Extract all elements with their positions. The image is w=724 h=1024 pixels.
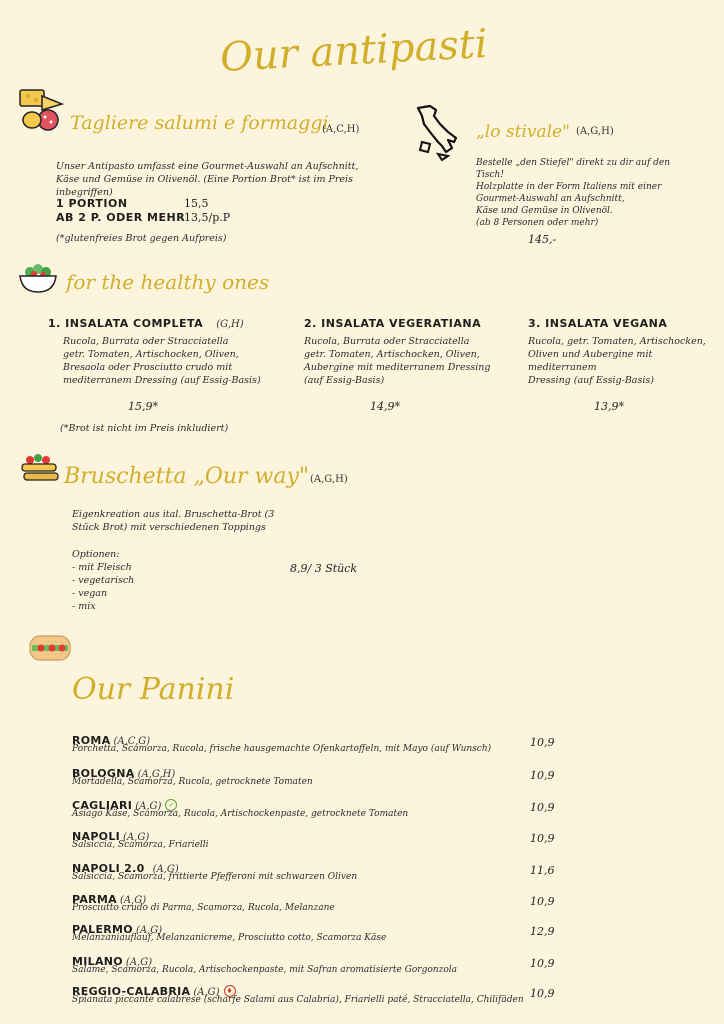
- tagliere-description: [56, 160, 396, 199]
- panini-name: PARMA: [72, 893, 117, 906]
- tagliere-desc-line: Unser Antipasto umfasst eine Gourmet-Auswahl an Aufschnitt,: [56, 161, 359, 172]
- salad-description: [528, 335, 718, 387]
- page-title: Our antipasti: [218, 21, 489, 81]
- panini-item-roma: [72, 729, 672, 761]
- panini-name: REGGIO-CALABRIA: [72, 985, 191, 998]
- salad-vegana: [528, 312, 718, 387]
- stivale-description: [476, 157, 696, 229]
- stivale-desc-line: Käse und Gemüse in Olivenöl.: [476, 206, 613, 216]
- salad-allergens: (G,H): [216, 319, 244, 330]
- panini-description: Melanzaniauflauf, Melanzanicreme, Prosciutto cotto, Scamorza Käse: [72, 933, 387, 943]
- salad-bowl-icon: [18, 262, 58, 296]
- cheese-board-icon: [18, 86, 66, 134]
- panini-description: Salsiccia, Scamorza, frittierte Pfefferoni mit schwarzen Oliven: [72, 872, 358, 882]
- bruschetta-heading: Bruschetta „Our way": [64, 464, 310, 489]
- stivale-desc-line: Bestelle „den Stiefel" direkt zu dir auf den Tisch!: [476, 158, 671, 180]
- panini-allergens: (A,G): [123, 832, 150, 843]
- panini-item-napoli-2: [72, 857, 672, 889]
- bruschetta-price: 8,9/ 3 Stück: [290, 562, 358, 575]
- panini-price: 10,9: [530, 987, 555, 1000]
- salad-vegana-price: 13,9*: [594, 400, 624, 413]
- panini-description: Salsiccia, Scamorza, Friarielli: [72, 840, 209, 850]
- panini-price: 11,6: [530, 864, 555, 877]
- panini-allergens: (A,G): [135, 801, 162, 812]
- panini-allergens: (A,G): [152, 864, 179, 875]
- panini-description: Spianata piccante calabrese (scharfe Salami aus Calabria), Friarielli paté, Stracciatella, Chilifäden: [72, 995, 524, 1005]
- panini-name: BOLOGNA: [72, 767, 135, 780]
- salad-desc-line: Rucola, getr. Tomaten, Artischocken,: [528, 336, 706, 347]
- panini-name: PALERMO: [72, 923, 133, 936]
- portion2-price: 13,5/p.P: [184, 211, 231, 224]
- italy-map-icon: [412, 102, 464, 162]
- portion2-label: AB 2 P. ODER MEHR: [56, 211, 186, 224]
- salad-completa: [48, 312, 288, 387]
- panini-price: 10,9: [530, 895, 555, 908]
- portion1-price: 15,5: [184, 197, 209, 210]
- salad-desc-line: getr. Tomaten, Artischocken, Oliven,: [304, 349, 480, 360]
- salad-completa-price: 15,9*: [128, 400, 158, 413]
- bruschetta-allergens: (A,G,H): [310, 474, 348, 485]
- portion1-label: 1 PORTION: [56, 197, 128, 210]
- panini-item-milano: [72, 950, 672, 982]
- salad-desc-line: Rucola, Burrata oder Stracciatella: [63, 336, 229, 347]
- panini-price: 10,9: [530, 832, 555, 845]
- panini-allergens: (A,G): [125, 957, 153, 968]
- panini-allergens: (A,G): [135, 925, 163, 936]
- panini-description: Asiago Käse, Scamorza, Rucola, Artischockenpaste, getrocknete Tomaten: [72, 809, 409, 819]
- panini-allergens: (A,G): [120, 895, 147, 906]
- panini-item-parma: [72, 888, 672, 920]
- salad-desc-line: Rucola, Burrata oder Stracciatella: [304, 336, 470, 347]
- panini-price: 10,9: [530, 801, 555, 814]
- panini-item-cagliari: [72, 794, 672, 826]
- option-item: - vegan: [72, 588, 108, 599]
- panini-name: CAGLIARI: [72, 799, 133, 812]
- panini-item-reggio-calabria: [72, 980, 672, 1012]
- panini-name: MILANO: [72, 955, 123, 968]
- salad-desc-line: (auf Essig-Basis): [304, 375, 385, 386]
- panini-allergens: (A,C,G): [113, 736, 151, 747]
- salad-desc-line: getr. Tomaten, Artischocken, Oliven,: [63, 349, 239, 360]
- salad-desc-line: Aubergine mit mediterranem Dressing: [304, 362, 491, 373]
- tagliere-allergens: (A,C,H): [322, 124, 360, 135]
- salad-desc-line: mediterranem Dressing (auf Essig-Basis): [63, 375, 261, 386]
- panini-description: Mortadella, Scamorza, Rucola, getrocknete Tomaten: [72, 777, 313, 787]
- healthy-note: (*Brot ist nicht im Preis inkludiert): [60, 423, 229, 434]
- option-item: - vegetarisch: [72, 575, 135, 586]
- panini-item-palermo: [72, 918, 672, 950]
- stivale-heading: „lo stivale": [476, 122, 570, 142]
- tagliere-note: (*glutenfreies Brot gegen Aufpreis): [56, 233, 227, 244]
- salad-desc-line: Oliven und Aubergine mit mediterranem: [528, 349, 653, 373]
- bruschetta-desc-line: Eigenkreation aus ital. Bruschetta-Brot (3: [72, 509, 275, 520]
- salad-desc-line: Bresaola oder Prosciutto crudo mit: [63, 362, 233, 373]
- salad-name: 1. INSALATA COMPLETA: [48, 317, 204, 330]
- vegetarian-icon: ✓: [165, 799, 177, 811]
- panini-description: Salame, Scamorza, Rucola, Artischockenpaste, mit Safran aromatisierte Gorgonzola: [72, 965, 457, 975]
- panini-price: 10,9: [530, 957, 555, 970]
- panini-name: NAPOLI 2.0: [72, 862, 145, 875]
- panini-description: Porchetta, Scamorza, Rucola, frische hausgemachte Ofenkartoffeln, mit Mayo (auf Wunsch): [72, 744, 492, 754]
- option-item: - mix: [72, 601, 96, 612]
- panini-allergens: (A,G): [193, 987, 220, 998]
- panini-name: NAPOLI: [72, 830, 121, 843]
- panini-name: ROMA: [72, 734, 111, 747]
- panini-heading: Our Panini: [72, 672, 235, 707]
- salad-description: [304, 335, 514, 387]
- salad-vegetariana-price: 14,9*: [370, 400, 400, 413]
- panini-price: 12,9: [530, 925, 555, 938]
- stivale-desc-line: Holzplatte in der Form Italiens mit einer: [476, 182, 662, 192]
- salad-description: [63, 335, 288, 387]
- sandwich-icon: [28, 634, 72, 662]
- salad-name: 2. INSALATA VEGERATIANA: [304, 317, 482, 330]
- salad-desc-line: Dressing (auf Essig-Basis): [528, 375, 654, 386]
- healthy-heading: for the healthy ones: [66, 270, 270, 294]
- stivale-allergens: (A,G,H): [576, 126, 614, 137]
- stivale-price: 145,-: [528, 233, 557, 246]
- tagliere-desc-line: Käse und Gemüse in Olivenöl. (Eine Portion Brot* ist im Preis inbegriffen): [56, 174, 353, 198]
- options-title: Optionen:: [72, 549, 120, 560]
- panini-item-napoli: [72, 825, 672, 857]
- chili-icon: ♦: [224, 985, 236, 997]
- bruschetta-options: [72, 548, 134, 613]
- stivale-desc-line: Gourmet-Auswahl an Aufschnitt,: [476, 194, 625, 204]
- bruschetta-icon: [20, 452, 60, 482]
- bruschetta-description: [72, 508, 292, 534]
- panini-item-bologna: [72, 762, 672, 794]
- salad-name: 3. INSALATA VEGANA: [528, 317, 668, 330]
- salad-vegetariana: [304, 312, 514, 387]
- bruschetta-desc-line: Stück Brot) mit verschiedenen Toppings: [72, 522, 266, 533]
- option-item: - mit Fleisch: [72, 562, 132, 573]
- stivale-desc-line: (ab 8 Personen oder mehr): [476, 218, 599, 228]
- tagliere-heading: Tagliere salumi e formaggi: [70, 112, 329, 134]
- panini-allergens: (A,G,H): [137, 769, 176, 780]
- panini-description: Prosciutto crudo di Parma, Scamorza, Rucola, Melanzane: [72, 903, 335, 913]
- panini-price: 10,9: [530, 769, 555, 782]
- panini-price: 10,9: [530, 736, 555, 749]
